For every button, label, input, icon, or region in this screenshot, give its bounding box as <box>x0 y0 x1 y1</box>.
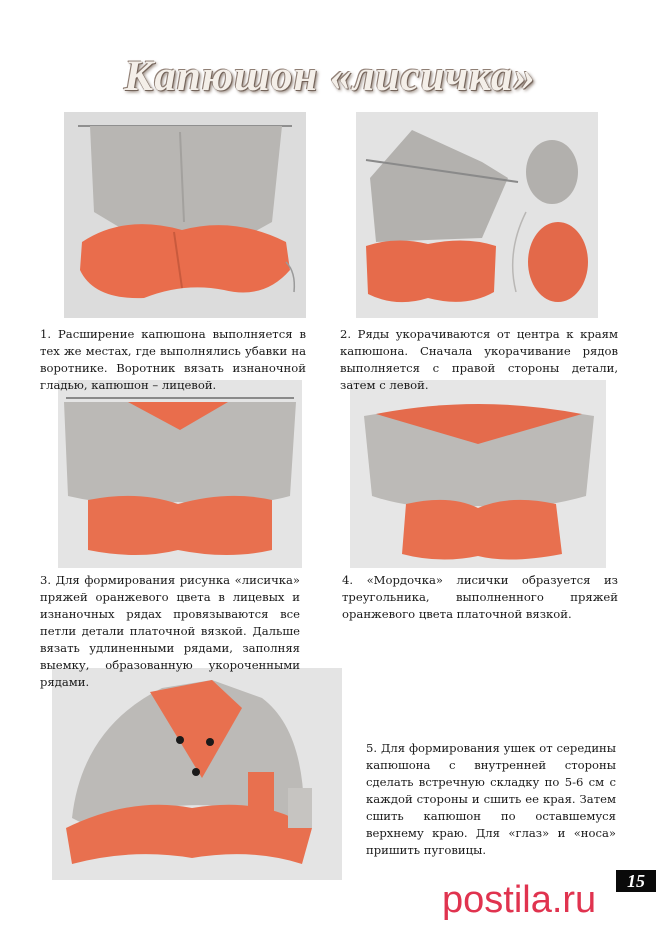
photo-step-5 <box>52 668 342 880</box>
photo-step-1 <box>64 112 306 318</box>
photo-step-2 <box>356 112 598 318</box>
step-5-caption: 5. Для формирования ушек от середины капюшона с внутренней стороны сделать встречную складку по 5-6 см с каждой стороны и сшить ее края. Затем сшить капюшон по оставшемуся верхнему краю. Для «глаз» и «носа» пришить пуговицы. <box>366 741 616 857</box>
photo-step-4 <box>350 380 606 568</box>
watermark-text: postila.ru <box>442 879 597 921</box>
step-2-caption: 2. Ряды укорачиваются от центра к краям капюшона. Сначала укорачивание рядов выполняется с правой стороны детали, затем с левой. <box>340 327 618 392</box>
page-number: 15 <box>616 870 656 892</box>
step-4-caption: 4. «Мордочка» лисички образуется из треугольника, выполненного пряжей оранжевого цвета платочной вязкой. <box>342 573 618 621</box>
step-3-caption: 3. Для формирования рисунка «лисичка» пряжей оранжевого цвета в лицевых и изнаночных рядах провязываются все петли детали платочной вязкой. Дальше вязать удлиненными рядами, заполняя выемку, образованную укороченными рядами. <box>40 573 300 689</box>
page-title: Капюшон «лисичка» <box>124 53 536 100</box>
photo-step-3 <box>58 380 302 568</box>
step-1-caption: 1. Расширение капюшона выполняется в тех же местах, где выполнялись убавки на воротнике. Воротник вязать изнаночной гладью, капюшон – лицевой. <box>40 327 306 392</box>
